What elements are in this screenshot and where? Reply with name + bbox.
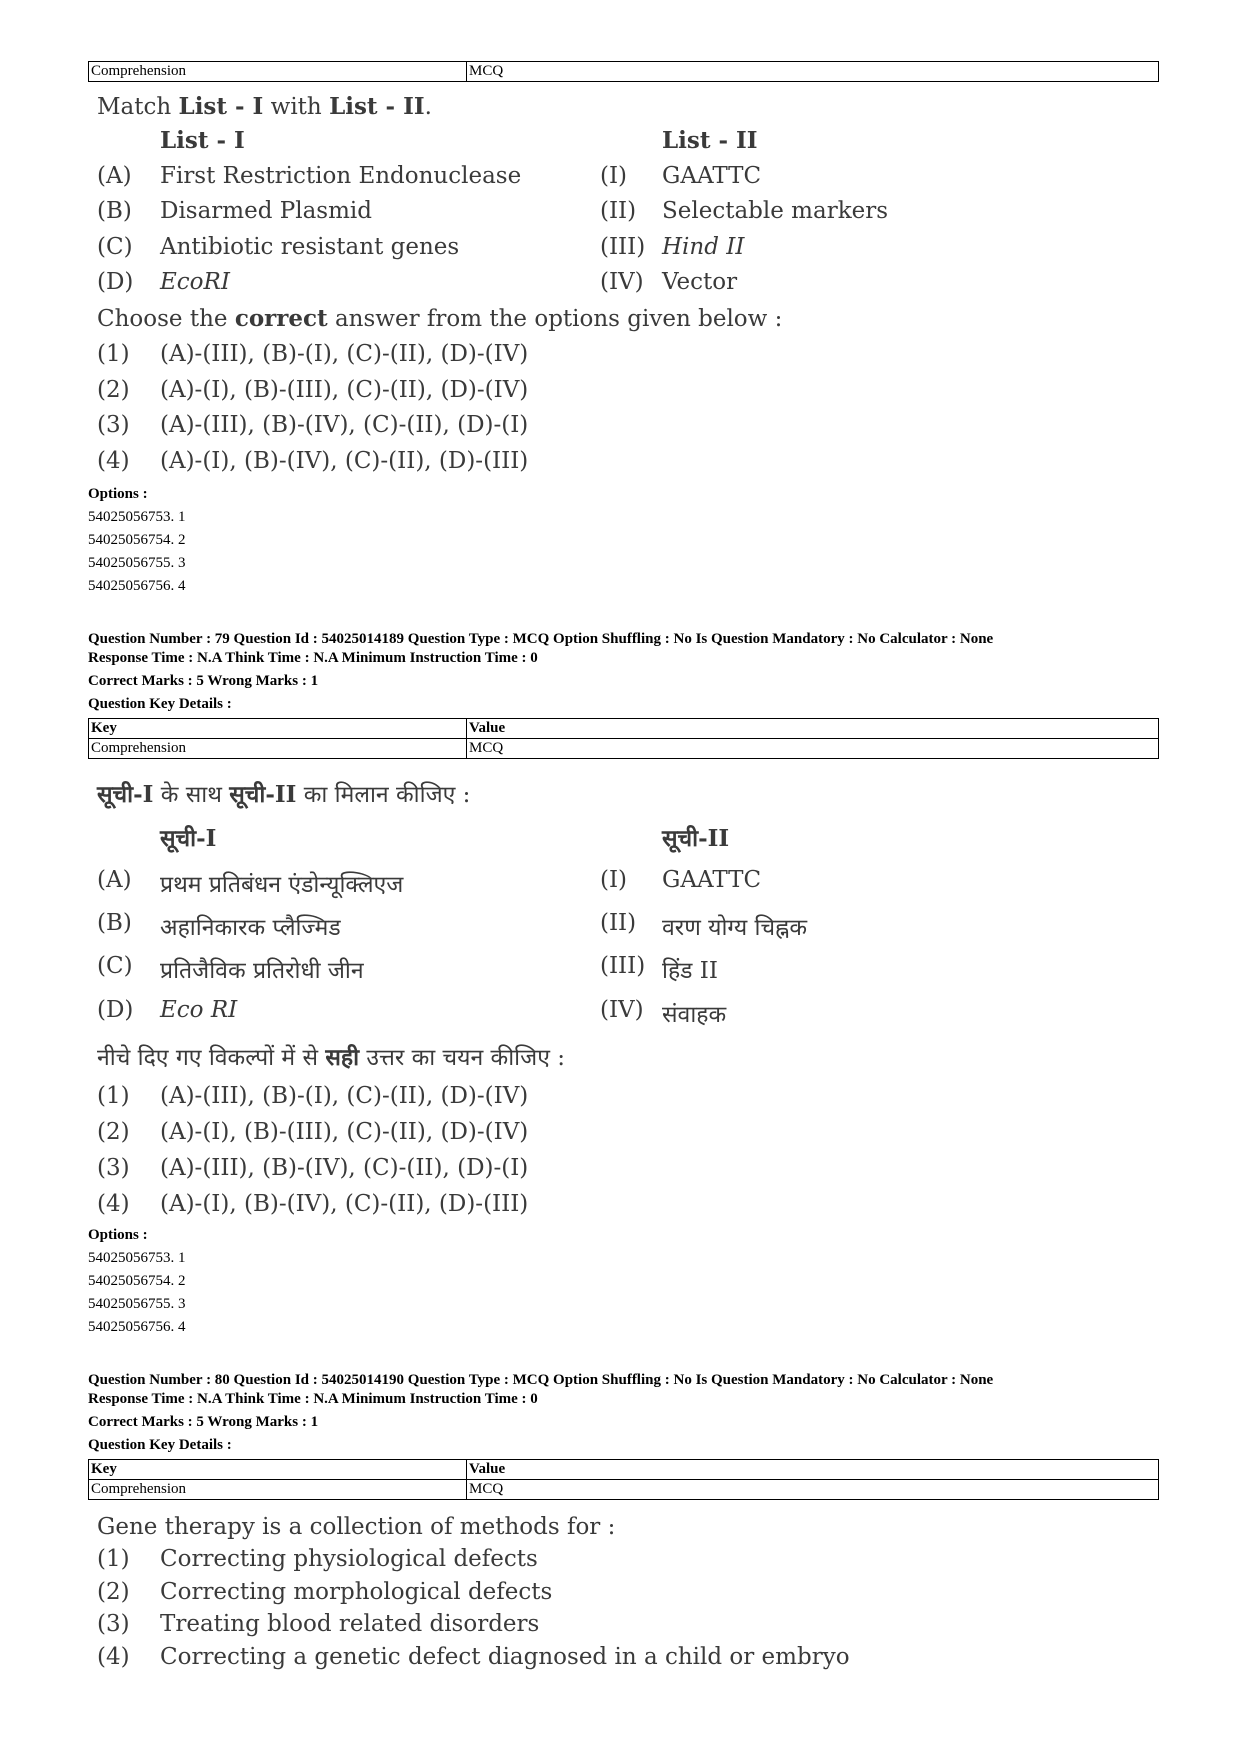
q78-intro: Match List - I with List - II. <box>97 93 432 120</box>
answer-number: (2) <box>97 1579 130 1605</box>
row-item: GAATTC <box>662 867 762 893</box>
answer-number: (1) <box>97 1546 130 1572</box>
option-item: 54025056756. 4 <box>88 1319 186 1335</box>
q79-choose-instruction: नीचे दिए गए विकल्पों में से सही उत्तर का चयन कीजिए : <box>97 1044 565 1071</box>
row-item: First Restriction Endonuclease <box>160 163 522 189</box>
answer-text: (A)-(III), (B)-(IV), (C)-(II), (D)-(I) <box>160 412 529 438</box>
answer-text: Correcting physiological defects <box>160 1546 538 1572</box>
question-key-details-label: Question Key Details : <box>88 1437 232 1453</box>
row-item: संवाहक <box>662 1002 727 1028</box>
key-header: Key <box>89 719 467 739</box>
question-meta-line: Response Time : N.A Think Time : N.A Minimum Instruction Time : 0 <box>88 1391 538 1407</box>
question-meta-line: Response Time : N.A Think Time : N.A Minimum Instruction Time : 0 <box>88 650 538 666</box>
q78-key-table <box>88 61 1159 82</box>
row-item: Disarmed Plasmid <box>160 198 372 224</box>
question-meta-line: Question Number : 79 Question Id : 54025014189 Question Type : MCQ Option Shuffling : No Is Question Mandatory : No Calculator : None <box>88 631 994 647</box>
row-label: (III) <box>600 953 646 979</box>
answer-number: (4) <box>97 1644 130 1670</box>
row-label: (C) <box>97 234 133 260</box>
answer-number: (3) <box>97 1155 130 1181</box>
option-item: 54025056753. 1 <box>88 509 186 525</box>
q78-choose-instruction: Choose the correct answer from the options given below : <box>97 305 783 332</box>
answer-text: (A)-(I), (B)-(IV), (C)-(II), (D)-(III) <box>160 448 529 474</box>
value-cell: MCQ <box>467 1480 1159 1500</box>
q79-list1-header: सूची-I <box>160 825 217 852</box>
answer-number: (4) <box>97 448 130 474</box>
value-cell: MCQ <box>467 739 1159 759</box>
answer-text: (A)-(III), (B)-(I), (C)-(II), (D)-(IV) <box>160 341 529 367</box>
q78-list1-header: List - I <box>160 127 245 154</box>
row-label: (B) <box>97 198 132 224</box>
row-label: (A) <box>97 867 132 893</box>
row-item: प्रथम प्रतिबंधन एंडोन्यूक्लिएज <box>160 872 404 898</box>
key-cell: Comprehension <box>89 1480 467 1500</box>
q78-options-list <box>88 506 186 598</box>
q80-key-table <box>88 1459 1159 1500</box>
key-cell: Comprehension <box>89 62 467 82</box>
q80-meta <box>88 1371 993 1455</box>
row-item: प्रतिजैविक प्रतिरोधी जीन <box>160 958 364 984</box>
row-label: (A) <box>97 163 132 189</box>
q79-options-list <box>88 1247 186 1339</box>
row-label: (IV) <box>600 997 644 1023</box>
row-item: वरण योग्य चिह्नक <box>662 915 808 941</box>
option-item: 54025056754. 2 <box>88 1273 186 1289</box>
row-label: (C) <box>97 953 133 979</box>
q79-list2-header: सूची-II <box>662 825 730 852</box>
answer-text: (A)-(III), (B)-(I), (C)-(II), (D)-(IV) <box>160 1083 529 1109</box>
row-item: GAATTC <box>662 163 762 189</box>
question-marks: Correct Marks : 5 Wrong Marks : 1 <box>88 673 319 689</box>
answer-number: (1) <box>97 1083 130 1109</box>
row-item: Antibiotic resistant genes <box>160 234 460 260</box>
answer-text: Treating blood related disorders <box>160 1611 540 1637</box>
row-label: (D) <box>97 997 134 1023</box>
key-cell: Comprehension <box>89 739 467 759</box>
answer-number: (4) <box>97 1191 130 1217</box>
row-label: (D) <box>97 269 134 295</box>
answer-text: Correcting morphological defects <box>160 1579 553 1605</box>
key-header: Key <box>89 1460 467 1480</box>
answer-text: (A)-(I), (B)-(III), (C)-(II), (D)-(IV) <box>160 377 529 403</box>
row-item: EcoRI <box>160 269 230 295</box>
question-key-details-label: Question Key Details : <box>88 696 232 712</box>
value-cell: MCQ <box>467 62 1159 82</box>
answer-text: (A)-(I), (B)-(IV), (C)-(II), (D)-(III) <box>160 1191 529 1217</box>
q78-list2-header: List - II <box>662 127 758 154</box>
answer-number: (3) <box>97 1611 130 1637</box>
answer-number: (3) <box>97 412 130 438</box>
answer-text: (A)-(III), (B)-(IV), (C)-(II), (D)-(I) <box>160 1155 529 1181</box>
option-item: 54025056755. 3 <box>88 555 186 571</box>
row-item: Vector <box>662 269 738 295</box>
row-item: Eco RI <box>160 997 238 1023</box>
answer-number: (1) <box>97 341 130 367</box>
q79-options-label: Options : <box>88 1227 148 1243</box>
row-label: (III) <box>600 234 646 260</box>
row-label: (I) <box>600 867 628 893</box>
row-label: (I) <box>600 163 628 189</box>
q80-stem: Gene therapy is a collection of methods for : <box>97 1514 616 1540</box>
row-item: अहानिकारक प्लैज्मिड <box>160 915 341 941</box>
option-item: 54025056753. 1 <box>88 1250 186 1266</box>
row-label: (IV) <box>600 269 644 295</box>
q79-meta <box>88 630 993 714</box>
row-label: (II) <box>600 198 637 224</box>
q79-key-table <box>88 718 1159 759</box>
option-item: 54025056756. 4 <box>88 578 186 594</box>
q79-intro: सूची-I के साथ सूची-II का मिलान कीजिए : <box>97 781 471 808</box>
question-marks: Correct Marks : 5 Wrong Marks : 1 <box>88 1414 319 1430</box>
question-meta-line: Question Number : 80 Question Id : 54025014190 Question Type : MCQ Option Shuffling : No Is Question Mandatory : No Calculator : None <box>88 1372 994 1388</box>
value-header: Value <box>467 719 1159 739</box>
row-item: Hind II <box>662 234 745 260</box>
option-item: 54025056755. 3 <box>88 1296 186 1312</box>
row-label: (II) <box>600 910 637 936</box>
row-item: हिंड II <box>662 958 718 984</box>
answer-text: Correcting a genetic defect diagnosed in a child or embryo <box>160 1644 850 1670</box>
row-label: (B) <box>97 910 132 936</box>
q78-options-label: Options : <box>88 486 148 502</box>
option-item: 54025056754. 2 <box>88 532 186 548</box>
value-header: Value <box>467 1460 1159 1480</box>
answer-number: (2) <box>97 1119 130 1145</box>
answer-number: (2) <box>97 377 130 403</box>
answer-text: (A)-(I), (B)-(III), (C)-(II), (D)-(IV) <box>160 1119 529 1145</box>
row-item: Selectable markers <box>662 198 889 224</box>
